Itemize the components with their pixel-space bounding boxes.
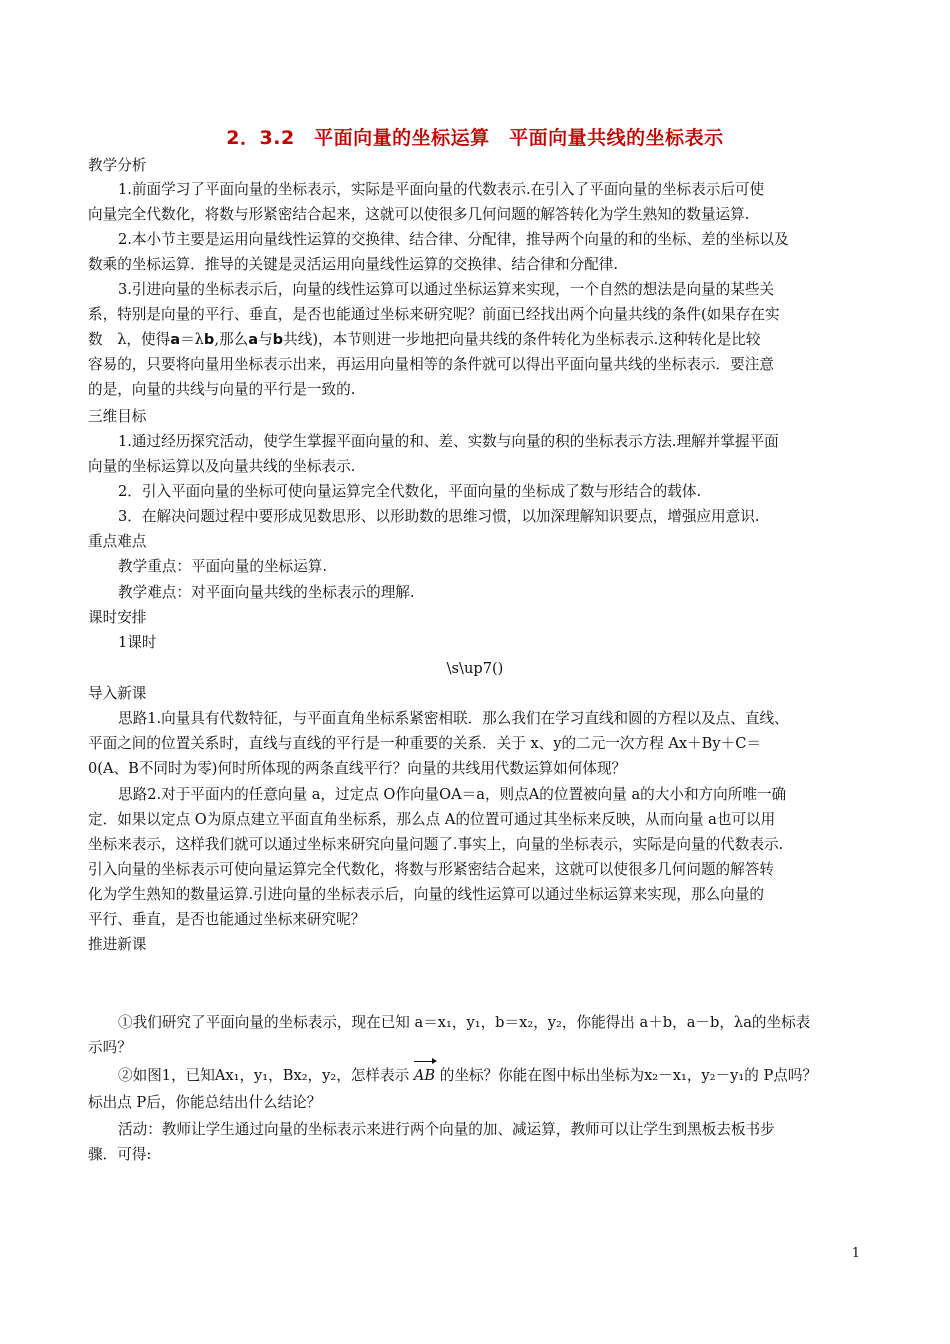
vector-ab: AB bbox=[414, 1064, 435, 1088]
field-code-text: \s\up7() bbox=[446, 660, 504, 677]
paragraph-line-with-vectors bbox=[88, 328, 878, 352]
text-span: 的坐标？你能在图中标出坐标为x₂－x₁，y₂－y₁的 P点吗？ bbox=[439, 1067, 818, 1084]
vector-a: a bbox=[170, 331, 181, 348]
question-2-line bbox=[118, 1064, 878, 1088]
paragraph-line: 思路1.向量具有代数特征，与平面直角坐标系紧密相联．那么我们在学习直线和圆的方程以及点、直线、 bbox=[118, 710, 789, 727]
paragraph-line: 向量完全代数化，将数与形紧密结合起来，这就可以使很多几何问题的解答转化为学生熟知的数量运算. bbox=[88, 206, 750, 223]
activity-line: 活动：教师让学生通过向量的坐标表示来进行两个向量的加、减运算，教师可以让学生到黑板去板书步 bbox=[118, 1121, 775, 1138]
paragraph-line: 教学重点：平面向量的坐标运算. bbox=[118, 558, 327, 575]
paragraph-line: 1.前面学习了平面向量的坐标表示，实际是平面向量的代数表示.在引入了平面向量的坐标表示后可使 bbox=[118, 181, 765, 198]
paragraph-line: 0(A、B不同时为零)何时所体现的两条直线平行？向量的共线用代数运算如何体现？ bbox=[88, 760, 627, 777]
paragraph-line: 2.本小节主要是运用向量线性运算的交换律、结合律、分配律，推导两个向量的和的坐标、差的坐标以及 bbox=[118, 231, 789, 248]
page-title: 2．3.2 平面向量的坐标运算 平面向量共线的坐标表示 bbox=[226, 127, 724, 149]
question-2-line: 标出点 P后，你能总结出什么结论？ bbox=[88, 1094, 322, 1111]
vector-a: a bbox=[248, 331, 259, 348]
paragraph-line: 定．如果以定点 O为原点建立平面直角坐标系，那么点 A的位置可通过其坐标来反映，从而向量 a也可以用 bbox=[88, 811, 776, 828]
paragraph-line: 平面之间的位置关系时，直线与直线的平行是一种重要的关系．关于 x、y的二元一次方程 Ax＋By＋C＝ bbox=[88, 735, 762, 752]
vector-b: b bbox=[272, 331, 284, 348]
paragraph-line: 容易的，只要将向量用坐标表示出来，再运用向量相等的条件就可以得出平面向量共线的坐标表示．要注意 bbox=[88, 356, 774, 373]
paragraph-line: 的是，向量的共线与向量的平行是一致的. bbox=[88, 381, 356, 398]
question-1-line: ①我们研究了平面向量的坐标表示，现在已知 a＝x₁，y₁，b＝x₂，y₂，你能得出 a＋b，a－b，λa的坐标表 bbox=[118, 1014, 811, 1031]
paragraph-line: 数乘的坐标运算．推导的关键是灵活运用向量线性运算的交换律、结合律和分配律. bbox=[88, 256, 619, 273]
text-span: ②如图1，已知Ax₁，y₁，Bx₂，y₂，怎样表示 bbox=[118, 1067, 410, 1084]
paragraph-line: 教学难点：对平面向量共线的坐标表示的理解. bbox=[118, 584, 415, 601]
paragraph-line: 1课时 bbox=[118, 634, 157, 651]
paragraph-line: 化为学生熟知的数量运算.引进向量的坐标表示后，向量的线性运算可以通过坐标运算来实现，那么向量的 bbox=[88, 886, 764, 903]
section-heading-analysis: 教学分析 bbox=[88, 157, 147, 174]
text-span: 共线) bbox=[283, 331, 319, 348]
section-heading-advance: 推进新课 bbox=[88, 936, 147, 953]
section-heading-key-points: 重点难点 bbox=[88, 533, 147, 550]
question-1-line: 示吗？ bbox=[88, 1039, 132, 1056]
text-span: 数 λ，使得 bbox=[88, 331, 171, 348]
text-span: 与 bbox=[258, 331, 273, 348]
paragraph-line: 坐标来表示，这样我们就可以通过坐标来研究向量问题了.事实上，向量的坐标表示，实际是向量的代数表示. bbox=[88, 836, 784, 853]
text-span: ＝λ bbox=[180, 331, 204, 348]
page-number: 1 bbox=[851, 1246, 860, 1261]
paragraph-line: 平行、垂直，是否也能通过坐标来研究呢？ bbox=[88, 911, 366, 928]
paragraph-line: 引入向量的坐标表示可使向量运算完全代数化，将数与形紧密结合起来，这就可以使很多几何问题的解答转 bbox=[88, 861, 774, 878]
paragraph-line: 1.通过经历探究活动，使学生掌握平面向量的和、差、实数与向量的积的坐标表示方法.理解并掌握平面 bbox=[118, 433, 779, 450]
section-heading-schedule: 课时安排 bbox=[88, 609, 147, 626]
activity-line: 骤．可得: bbox=[88, 1146, 152, 1163]
text-span: ，本节则进一步地把向量共线的条件转化为坐标表示.这种转化是比较 bbox=[318, 331, 761, 348]
section-heading-intro: 导入新课 bbox=[88, 685, 147, 702]
paragraph-line: 3．在解决问题过程中要形成见数思形、以形助数的思维习惯，以加深理解知识要点，增强应用意识. bbox=[118, 508, 760, 525]
vector-b: b bbox=[203, 331, 215, 348]
paragraph-line: 向量的坐标运算以及向量共线的坐标表示. bbox=[88, 458, 356, 475]
text-span: ,那么 bbox=[214, 331, 249, 348]
paragraph-line: 思路2.对于平面内的任意向量 a，过定点 O作向量OA＝a，则点A的位置被向量 a的大小和方向所唯一确 bbox=[118, 786, 787, 803]
paragraph-line: 2．引入平面向量的坐标可使向量运算完全代数化，平面向量的坐标成了数与形结合的载体. bbox=[118, 483, 702, 500]
section-heading-goals: 三维目标 bbox=[88, 408, 147, 425]
paragraph-line: 系，特别是向量的平行、垂直，是否也能通过坐标来研究呢？前面已经找出两个向量共线的条件(如果存在实 bbox=[88, 306, 780, 323]
paragraph-line: 3.引进向量的坐标表示后，向量的线性运算可以通过坐标运算来实现，一个自然的想法是向量的某些关 bbox=[118, 281, 775, 298]
